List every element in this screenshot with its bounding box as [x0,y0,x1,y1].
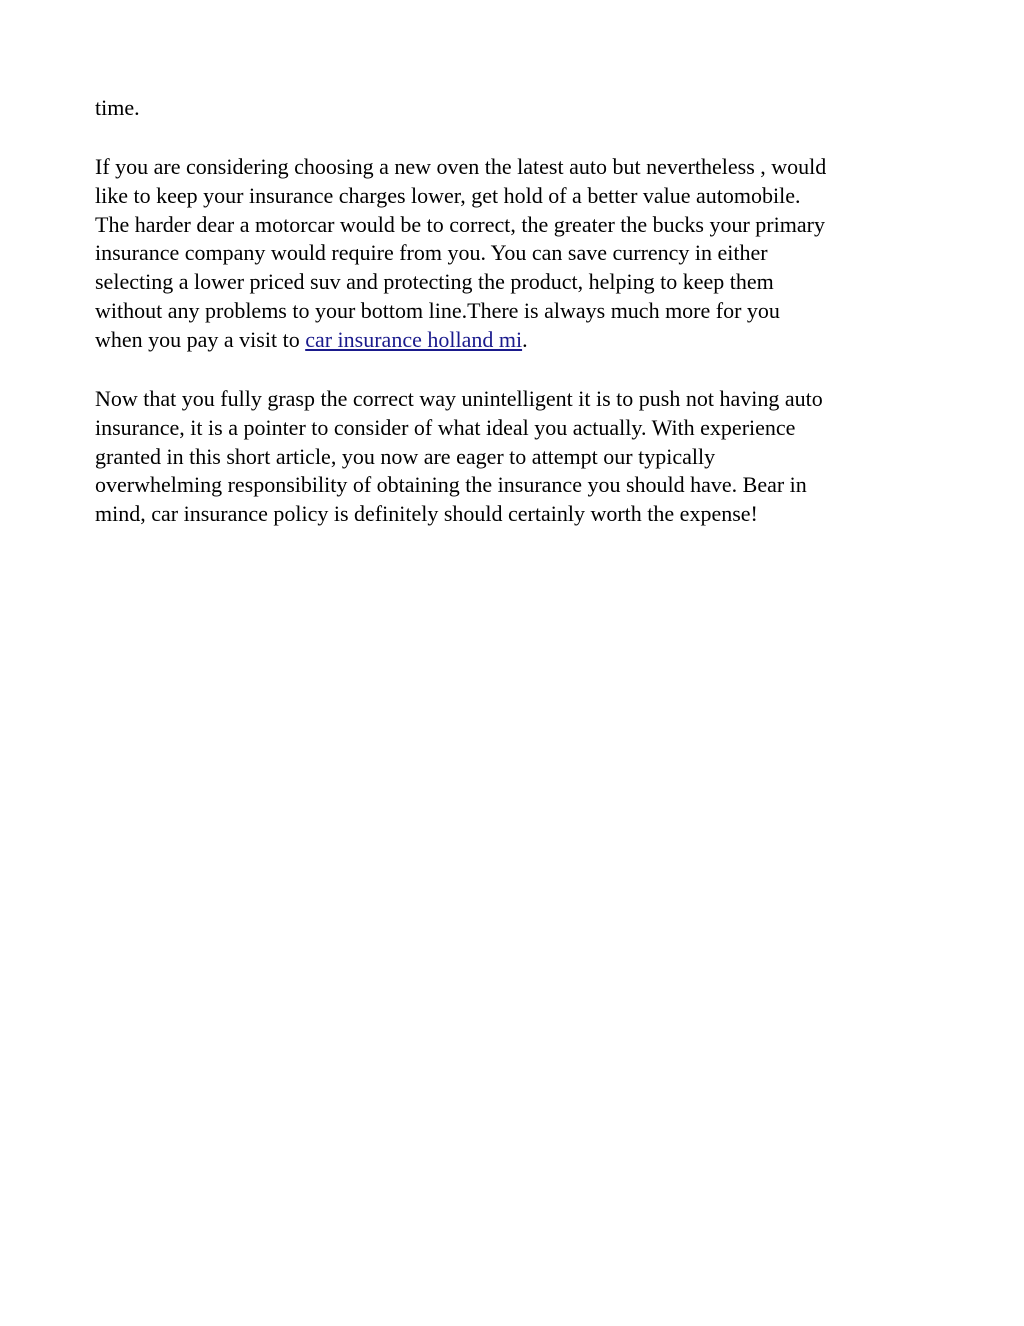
text-line: time. [95,95,140,120]
car-insurance-holland-mi-link[interactable]: car insurance holland mi [305,326,523,352]
text-line: granted in this short article, you now are eager to attempt our typically [95,443,716,469]
text-line: without any problems to your bottom line.There is always much more for you [95,297,780,323]
text-line: selecting a lower priced suv and protecting the product, helping to keep them [95,269,774,295]
text-fragment: . [522,326,528,352]
text-line: like to keep your insurance charges lower, get hold of a better value automobile. [95,182,801,208]
text-line: mind, car insurance policy is definitely should certainly worth the expense! [95,501,758,527]
text-line: The harder dear a motorcar would be to correct, the greater the bucks your primary [95,211,825,237]
text-line: insurance company would require from you. You can save currency in either [95,240,768,266]
text-line: overwhelming responsibility of obtaining the insurance you should have. Bear in [95,472,807,498]
text-line: Now that you fully grasp the correct way unintelligent it is to push not having auto [95,386,823,411]
text-line: insurance, it is a pointer to consider of what ideal you actually. With experience [95,414,796,440]
paragraph-2 [95,385,945,529]
paragraph-1 [95,153,945,355]
text-line-with-link [95,326,945,355]
text-fragment: when you pay a visit to [95,326,306,352]
continued-text-line [95,94,945,123]
text-line: If you are considering choosing a new oven the latest auto but nevertheless , would [95,154,827,179]
